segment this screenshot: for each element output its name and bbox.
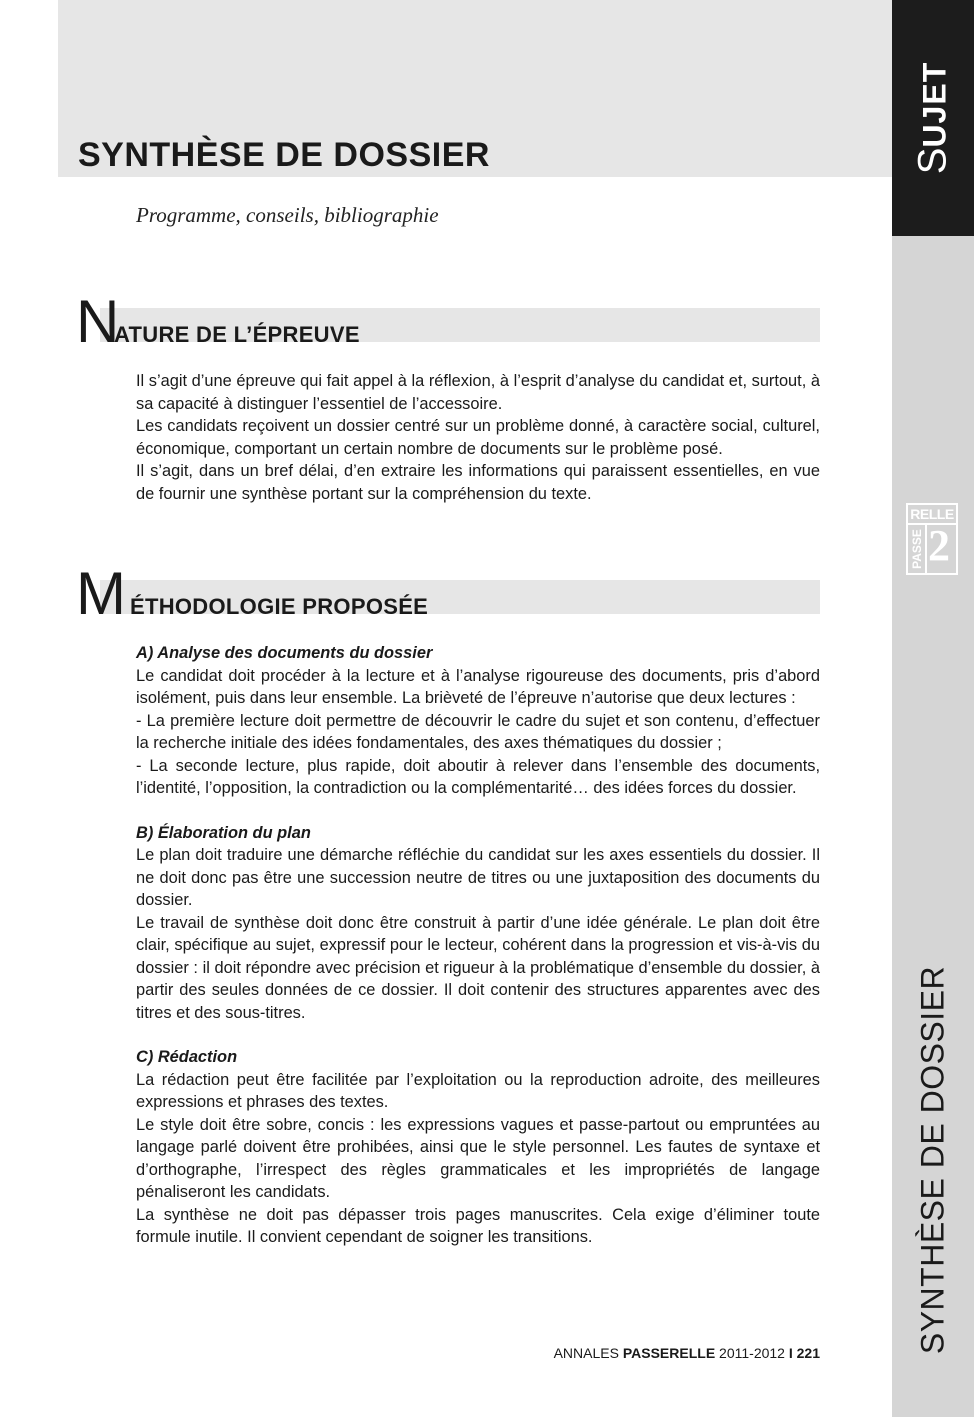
paragraph: - La seconde lecture, plus rapide, doit aboutir à relever dans l’ensemble des documents, l’identité, l’opposition, la contradiction ou la complémentarité… des idées forces du dossier. [136, 756, 820, 797]
subheading-c: C) Rédaction [136, 1048, 238, 1066]
paragraph: - La première lecture doit permettre de découvrir le cadre du sujet et son contenu, d’effectuer la recherche initiale des idées fondamentales, des axes thématiques du dossier ; [136, 711, 820, 752]
subheading-b: B) Élaboration du plan [136, 823, 311, 842]
passerelle-logo [906, 503, 958, 575]
paragraph: Le style doit être sobre, concis : les expressions vagues et passe-partout ou empruntées au langage parlé doivent être prohibées, ainsi que le style personnel. Les fautes de syntaxe et d’orthographe, l’irrespect des règles grammaticales et les impropriétés de langage pénaliseront les candidats. [136, 1115, 820, 1201]
paragraph: Le candidat doit procéder à la lecture et à l’analyse rigoureuse des documents, pris d’abord isolément, puis dans leur ensemble. La brièveté de l’épreuve n’autorise que deux lectures : [136, 666, 820, 707]
page-footer [554, 1345, 820, 1361]
page-title: SYNTHÈSE DE DOSSIER [78, 136, 490, 174]
page-number: 221 [796, 1345, 820, 1361]
methodo-body [136, 642, 820, 1249]
paragraph: Les candidats reçoivent un dossier centré sur un problème donné, à caractère social, culturel, économique, comportant un certain nombre de documents sur le problème posé. [136, 417, 820, 458]
logo-top-text: RELLE [908, 505, 956, 525]
paragraph: Le plan doit traduire une démarche réfléchie du candidat sur les axes essentiels du dossier. Il ne doit donc pas être une succession neutre de titres ou une juxtaposition des documents du dossier. [136, 846, 820, 909]
paragraph: Le travail de synthèse doit donc être construit à partir d’une idée générale. Le plan doit être clair, spécifique au sujet, expressif pour le lecteur, cohérent dans la progression et vis-à-vis du dossier : il doit répondre avec précision et rigueur à la problématique d’ensemble du dossier, à partir des seules données de ce dossier. Il doit contenir des structures apparentes avec des titres et des sous-titres. [136, 913, 820, 1022]
paragraph: Il s’agit, dans un bref délai, d’en extraire les informations qui paraissent essentielles, en vue de fournir une synthèse portant sur la compréhension du texte. [136, 462, 820, 503]
section-initial-nature: N [76, 288, 120, 355]
paragraph: La rédaction peut être facilitée par l’exploitation ou la reproduction adroite, des meilleures expressions et phrases des textes. [136, 1070, 820, 1111]
logo-side-text: PASSE [910, 529, 924, 569]
paragraph: La synthèse ne doit pas dépasser trois pages manuscrites. Cela exige d’éliminer toute formule inutile. Il convient cependant de soigner les transitions. [136, 1205, 820, 1246]
footer-years: 2011-2012 [719, 1345, 785, 1361]
section-title-nature: ATURE DE L’ÉPREUVE [114, 322, 360, 347]
footer-separator: I [788, 1345, 793, 1361]
footer-brand: PASSERELLE [622, 1345, 716, 1361]
footer-prefix: ANNALES [553, 1345, 619, 1361]
sujet-label: SUJET [910, 61, 955, 175]
page-subtitle: Programme, conseils, bibliographie [136, 203, 439, 227]
nature-body [136, 370, 820, 505]
sidebar-vertical-title: SYNTHÈSE DE DOSSIER [914, 965, 951, 1355]
section-initial-methodo: M [76, 560, 126, 627]
section-title-methodo: ÉTHODOLOGIE PROPOSÉE [130, 594, 429, 619]
subheading-a: A) Analyse des documents du dossier [136, 644, 433, 662]
logo-number: 2 [928, 521, 950, 570]
paragraph: Il s’agit d’une épreuve qui fait appel à la réflexion, à l’esprit d’analyse du candidat et, surtout, à sa capacité à distinguer l’essentiel de l’accessoire. [136, 372, 820, 413]
